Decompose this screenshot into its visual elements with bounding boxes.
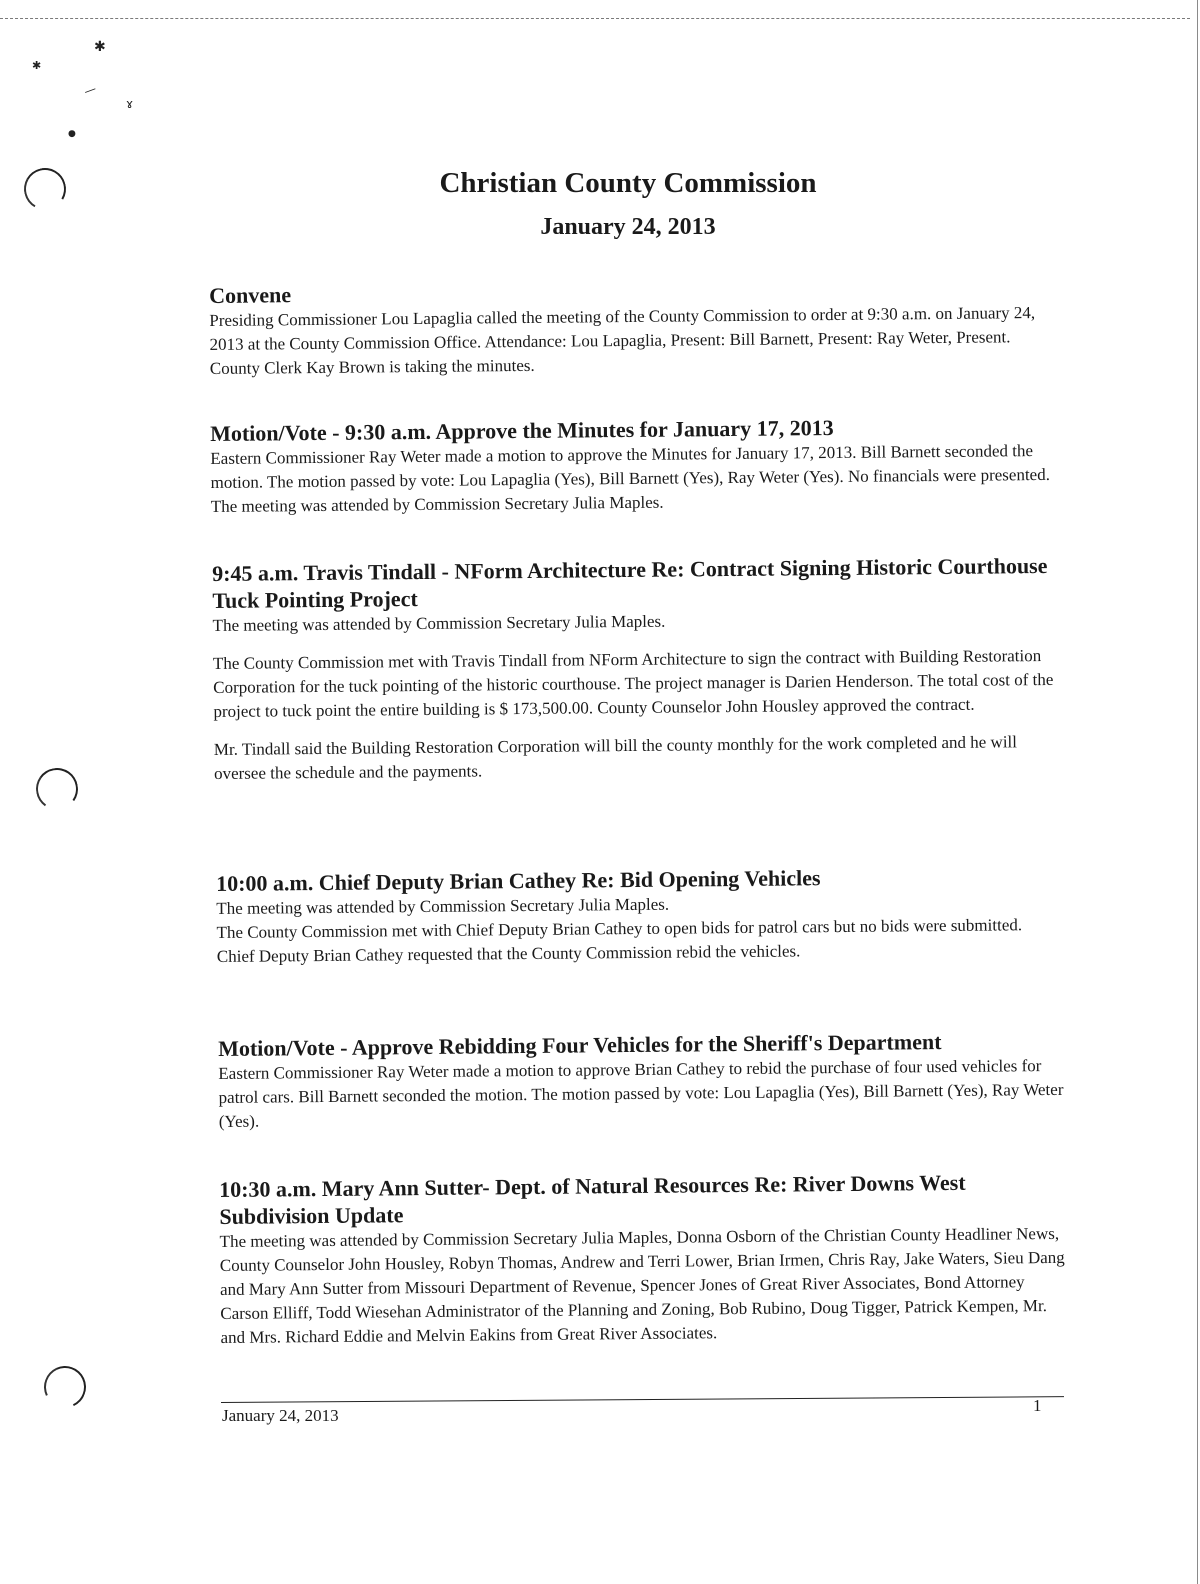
section-paragraph: The meeting was attended by Commission Secretary Julia Maples, Donna Osborn of the Christian County Headliner News, County Counselor John Housley, Robyn Thomas, Andrew and Terri Lower, Brian Irmen, Chris Ray, Jake Waters, Sieu Dang and Mary Ann Sutter from Missouri Department of Revenue, Spencer Jones of Great River Associates, Bond Attorney Carson Elliff, Todd Wiesehan Administrator of the Planning and Zoning, Bob Rubino, Doug Tigger, Patrick Kempen, Mr. and Mrs. Richard Eddie and Melvin Eakins from Great River Associates.: [219, 1223, 1065, 1347]
scan-speck: ɤ: [126, 97, 134, 111]
footer-date: January 24, 2013: [222, 1406, 339, 1425]
section-paragraph: Eastern Commissioner Ray Weter made a motion to approve Brian Cathey to rebid the purchase of four used vehicles for patrol cars. Bill Barnett seconded the motion. The motion passed by vote: Lou Lapaglia (Yes), Bill Barnett (Yes), Ray Weter (Yes).: [218, 1056, 1064, 1131]
document-title: Christian County Commission: [439, 167, 817, 199]
scan-speck: —: [81, 81, 99, 99]
section-paragraph: Eastern Commissioner Ray Weter made a motion to approve the Minutes for January 17, 2013. Bill Barnett seconded the motion. The motion passed by vote: Lou Lapaglia (Yes), Bill Barnett (Yes), Ray Weter (Yes). No financials were presented. The meeting was attended by Commission Secretary Julia Maples.: [210, 441, 1051, 516]
section-sutter-subdivision: [219, 1168, 1071, 1350]
section-cathey-bid-opening: [216, 862, 1067, 969]
section-paragraph: Presiding Commissioner Lou Lapaglia called the meeting of the County Commission to order at 9:30 a.m. on January 24, 2013 at the County Commission Office. Attendance: Lou Lapaglia, Present: Bill Barnett, Present: Ray Weter, Present. County Clerk Kay Brown is taking the minutes.: [209, 303, 1036, 378]
section-paragraph: The meeting was attended by Commission Secretary Julia Maples.: [212, 611, 666, 635]
section-paragraph: The County Commission met with Chief Deputy Brian Cathey to open bids for patrol cars but no bids were submitted.: [216, 915, 1023, 942]
section-convene: [209, 274, 1060, 381]
section-heading: 10:00 a.m. Chief Deputy Brian Cathey Re: Bid Opening Vehicles: [216, 865, 821, 896]
section-heading: Motion/Vote - Approve Rebidding Four Vehicles for the Sheriff's Department: [218, 1029, 942, 1061]
scan-speck: ✱: [32, 59, 42, 72]
page-number: 1: [1033, 1396, 1042, 1415]
section-approve-rebidding: [218, 1027, 1069, 1134]
section-approve-minutes: [210, 412, 1061, 519]
section-paragraph: The County Commission met with Travis Tindall from NForm Architecture to sign the contract with Building Restoration Corporation for the tuck pointing of the historic courthouse. The project manager is Darien Henderson. The total cost of the project to tuck point the entire building is $ 173,500.00. County Counselor John Housley approved the contract.: [212, 646, 1054, 721]
scan-speck: ●: [68, 129, 76, 139]
punch-hole-bottom: [38, 1360, 92, 1414]
section-heading: Convene: [209, 282, 292, 308]
section-paragraph: Mr. Tindall said the Building Restoration Corporation will bill the county monthly for the work completed and he will oversee the schedule and the payments.: [213, 732, 1018, 783]
section-paragraph: Chief Deputy Brian Cathey requested that the County Commission rebid the vehicles.: [216, 941, 801, 966]
section-tindall-contract: [212, 552, 1064, 786]
section-paragraph: The meeting was attended by Commission Secretary Julia Maples.: [216, 894, 670, 918]
footer-rule: [221, 1396, 1064, 1403]
punch-hole-middle: [33, 765, 82, 814]
section-heading: Motion/Vote - 9:30 a.m. Approve the Minutes for January 17, 2013: [210, 415, 834, 446]
scan-edge-line: [0, 18, 1190, 19]
scan-speck: ✱: [94, 39, 106, 55]
section-heading: 9:45 a.m. Travis Tindall - NForm Architecture Re: Contract Signing Historic Courthouse Tuck Pointing Project: [212, 552, 1048, 613]
section-heading: 10:30 a.m. Mary Ann Sutter- Dept. of Natural Resources Re: River Downs West Subdivision Update: [219, 1169, 966, 1229]
document-date: January 24, 2013: [540, 214, 716, 240]
